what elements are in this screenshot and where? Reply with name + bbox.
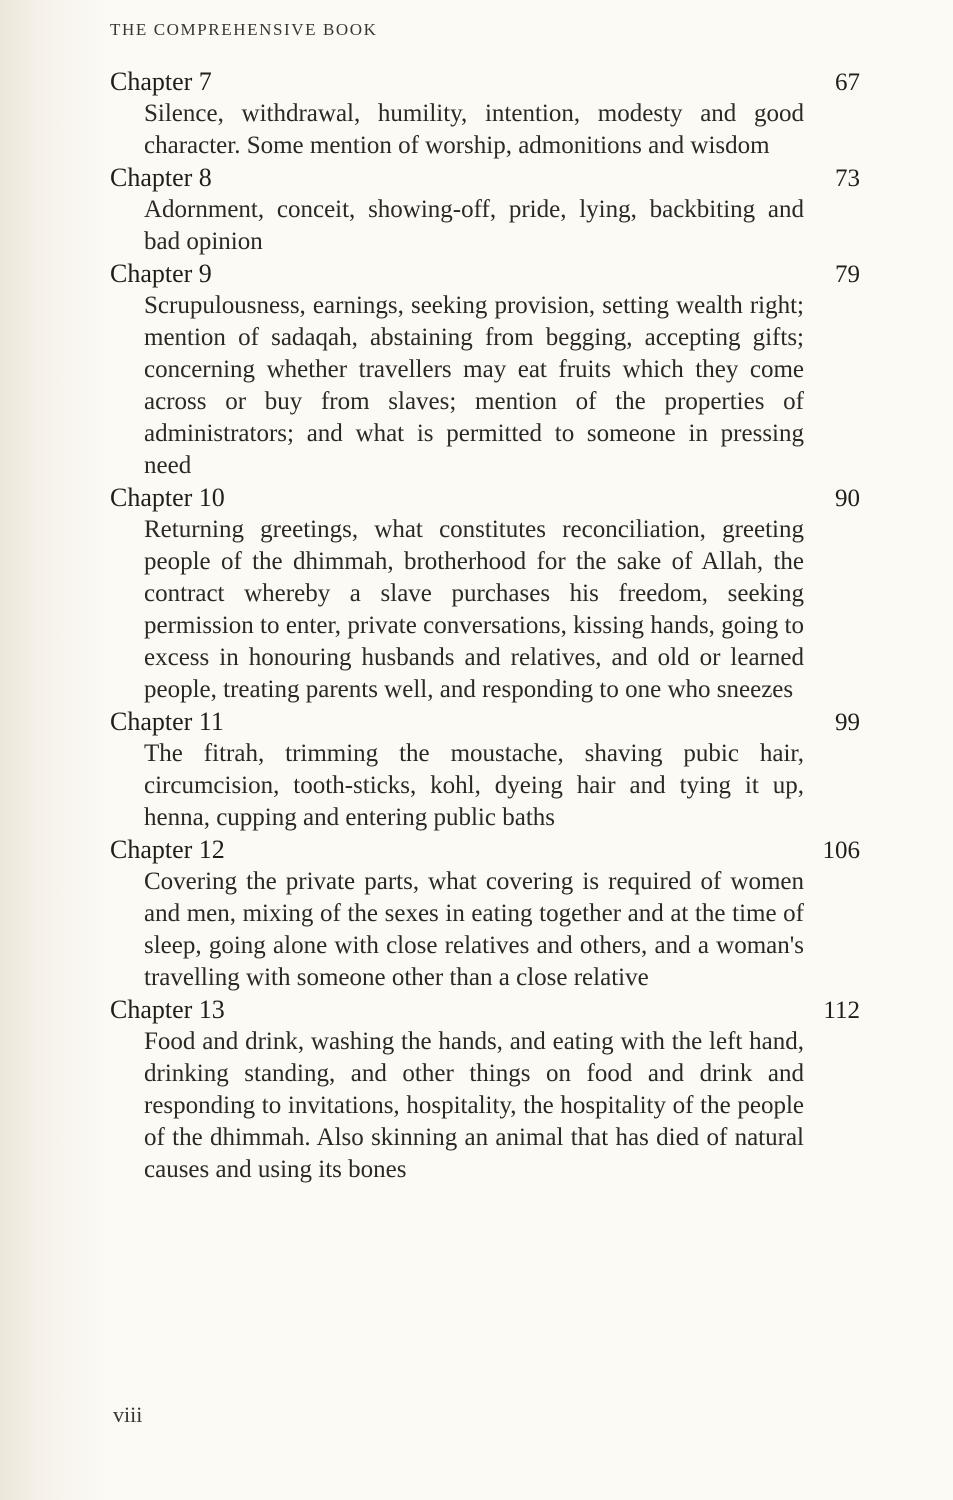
page-number: 73 (835, 165, 860, 192)
toc-entry-chapter-11 (110, 706, 860, 834)
page-number: 67 (835, 69, 860, 96)
chapter-line (110, 834, 860, 866)
running-head: THE COMPREHENSIVE BOOK (110, 20, 378, 39)
chapter-description: Adornment, conceit, showing-off, pride, lying, backbiting and bad opinion (144, 196, 804, 255)
page-number: 90 (835, 485, 860, 512)
chapter-line (110, 482, 860, 514)
chapter-description: Covering the private parts, what covering is required of women and men, mixing of the sexes in eating together and at the time of sleep, going alone with close relatives and others, and a woman's travelling with someone other than a close relative (144, 868, 804, 991)
chapter-description: Scrupulousness, earnings, seeking provision, setting wealth right; mention of sadaqah, abstaining from begging, accepting gifts; concerning whether travellers may eat fruits which they come across or buy from slaves; mention of the properties of administrators; and what is permitted to someone in pressing need (144, 292, 804, 479)
chapter-title: Chapter 11 (110, 707, 224, 736)
chapter-line (110, 706, 860, 738)
chapter-description: Returning greetings, what constitutes reconciliation, greeting people of the dhimmah, brotherhood for the sake of Allah, the contract whereby a slave purchases his freedom, seeking permission to enter, private conversations, kissing hands, going to excess in honouring husbands and relatives, and old or learned people, treating parents well, and responding to one who sneezes (144, 516, 804, 703)
toc-entry-chapter-10 (110, 482, 860, 706)
chapter-description: Silence, withdrawal, humility, intention, modesty and good character. Some mention of worship, admonitions and wisdom (144, 100, 804, 159)
toc-entry-chapter-8 (110, 162, 860, 258)
chapter-line (110, 994, 860, 1026)
chapter-description: The fitrah, trimming the moustache, shaving pubic hair, circumcision, tooth-sticks, kohl, dyeing hair and tying it up, henna, cupping and entering public baths (144, 740, 804, 831)
chapter-title: Chapter 13 (110, 995, 225, 1024)
toc-entry-chapter-13 (110, 994, 860, 1186)
chapter-description: Food and drink, washing the hands, and eating with the left hand, drinking standing, and other things on food and drink and responding to invitations, hospitality, the hospitality of the people of the dhimmah. Also skinning an animal that has died of natural causes and using its bones (144, 1028, 804, 1183)
chapter-line (110, 66, 860, 98)
table-of-contents (110, 66, 860, 1186)
chapter-line (110, 162, 860, 194)
page-number: 99 (835, 709, 860, 736)
chapter-title: Chapter 9 (110, 259, 212, 288)
chapter-line (110, 258, 860, 290)
chapter-title: Chapter 10 (110, 483, 225, 512)
page-number: 106 (822, 837, 860, 864)
toc-entry-chapter-7 (110, 66, 860, 162)
toc-entry-chapter-9 (110, 258, 860, 482)
toc-entry-chapter-12 (110, 834, 860, 994)
page-folio: viii (113, 1402, 143, 1427)
page-number: 112 (823, 997, 860, 1024)
chapter-title: Chapter 7 (110, 67, 212, 96)
chapter-title: Chapter 12 (110, 835, 225, 864)
page-number: 79 (835, 261, 860, 288)
chapter-title: Chapter 8 (110, 163, 212, 192)
